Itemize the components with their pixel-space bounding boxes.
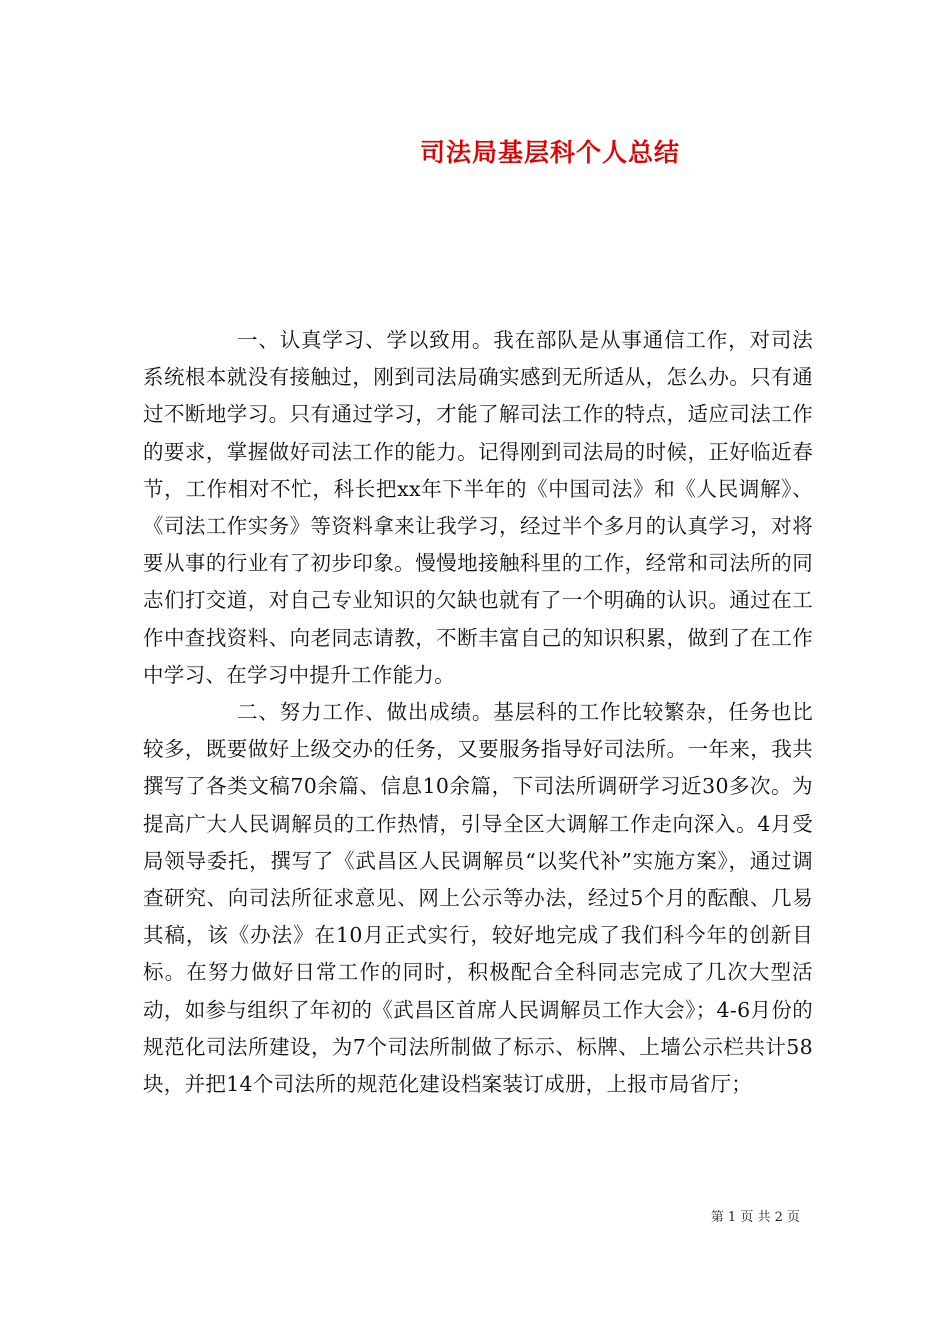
document-title: 司法局基层科个人总结 (419, 138, 680, 167)
document-body (143, 322, 813, 1103)
paragraph-1: 一、认真学习、学以致用。我在部队是从事通信工作，对司法系统根本就没有接触过，刚到司法局确实感到无所适从，怎么办。只有通过不断地学习。只有通过学习，才能了解司法工作的特点，适应司法工作的要求，掌握做好司法工作的能力。记得刚到司法局的时候，正好临近春节，工作相对不忙，科长把xx年下半年的《中国司法》和《人民调解》、《司法工作实务》等资料拿来让我学习，经过半个多月的认真学习，对将要从事的行业有了初步印象。慢慢地接触科里的工作，经常和司法所的同志们打交道，对自己专业知识的欠缺也就有了一个明确的认识。通过在工作中查找资料、向老同志请教，不断丰富自己的知识积累，做到了在工作中学习、在学习中提升工作能力。 (143, 328, 813, 687)
paragraph-2: 二、努力工作、做出成绩。基层科的工作比较繁杂，任务也比较多，既要做好上级交办的任务，又要服务指导好司法所。一年来，我共撰写了各类文稿70余篇、信息10余篇，下司法所调研学习近30多次。为提高广大人民调解员的工作热情，引导全区大调解工作走向深入。4月受局领导委托，撰写了《武昌区人民调解员“以奖代补”实施方案》，通过调查研究、向司法所征求意见、网上公示等办法，经过5个月的酝酿、几易其稿，该《办法》在10月正式实行，较好地完成了我们科今年的创新目标。在努力做好日常工作的同时，积极配合全科同志完成了几次大型活动，如参与组织了年初的《武昌区首席人民调解员工作大会》；4-6月份的规范化司法所建设，为7个司法所制做了标示、标牌、上墙公示栏共计58块，并把14个司法所的规范化建设档案装订成册，上报市局省厅； (143, 700, 813, 1097)
page-number-footer: 第 1 页 共 2 页 (710, 1210, 800, 1225)
